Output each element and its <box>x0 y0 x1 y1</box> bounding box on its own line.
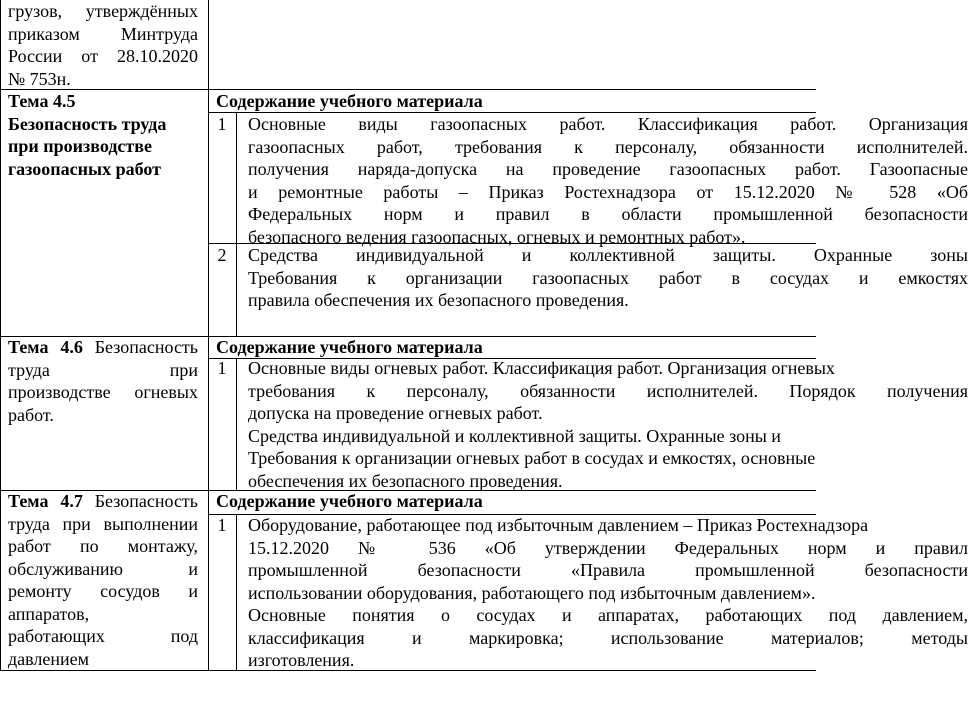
topic-line: работ по монтажу, <box>8 536 198 556</box>
topic-line: работающих под <box>8 626 198 646</box>
topic-line: труда при выполнении <box>8 513 198 534</box>
item-line: обеспечения их безопасного проведения. <box>248 470 563 491</box>
topic-line: давлением <box>8 648 90 669</box>
item-number: 1 <box>217 358 227 378</box>
item-line: правила обеспечения их безопасного проведения. <box>248 290 629 310</box>
number-column-divider-1 <box>236 112 237 336</box>
topic-line: производстве огневых <box>8 382 198 402</box>
topic-line: Тема 4.5 <box>8 91 76 111</box>
item-number: 1 <box>217 114 227 134</box>
topic-line <box>8 490 198 513</box>
topic-line: труда при <box>8 359 198 380</box>
item-line: безопасного ведения газоопасных, огневых и ремонтных работ». <box>248 226 746 247</box>
topic-line <box>8 336 198 359</box>
topic-number: Тема 4.6 <box>8 337 83 357</box>
item-line: 15.12.2020 № 536 «Об утверждении Федеральных норм и правил <box>248 537 968 558</box>
topic-line: при производстве <box>8 136 152 156</box>
item-line: классификация и маркировка; использование материалов; методы <box>248 627 968 648</box>
top-fragment-line: № 753н. <box>8 68 71 89</box>
number-column-divider-2 <box>236 358 237 490</box>
item-line: газоопасных работ, требования к персоналу, обязанности исполнителей. <box>248 136 968 157</box>
item-line: допуска на проведение огневых работ. <box>248 403 543 423</box>
item-text <box>248 244 968 312</box>
item-line: Средства индивидуальной и коллективной защиты. Охранные зоны и <box>248 425 781 446</box>
topic-line: аппаратов, <box>8 603 90 624</box>
item-line: Требования к организации огневых работ в сосудах и емкостях, основные <box>248 448 816 468</box>
item-text <box>248 357 968 492</box>
topic-number: Тема 4.7 <box>8 491 83 511</box>
item-line: Федеральных норм и правил в области промышленной безопасности <box>248 204 968 224</box>
item-line: промышленной безопасности «Правила промышленной безопасности <box>248 560 968 580</box>
topic-4-5 <box>8 90 198 180</box>
topic-line: Безопасность труда <box>8 113 167 134</box>
topic-4-6 <box>8 336 198 426</box>
topic-line: обслуживанию и <box>8 558 198 579</box>
topic-4-7 <box>8 490 198 670</box>
content-header: Содержание учебного материала <box>216 337 483 357</box>
item-text <box>248 514 968 672</box>
item-line: Основные понятия о сосудах и аппаратах, работающих под давлением, <box>248 605 968 625</box>
item-line: изготовления. <box>248 650 355 670</box>
item-line: требования к персоналу, обязанности исполнителей. Порядок получения <box>248 380 968 401</box>
item-text <box>248 113 968 248</box>
content-header: Содержание учебного материала <box>216 491 483 511</box>
item-line: Средства индивидуальной и коллективной защиты. Охранные зоны <box>248 245 968 265</box>
topic-title-part: Безопасность <box>82 491 199 511</box>
top-fragment-line: приказом Минтруда <box>8 23 198 44</box>
item-line: Требования к организации газоопасных работ в сосудах и емкостях <box>248 267 968 288</box>
item-number: 1 <box>217 515 227 535</box>
topic-line: работ. <box>8 404 54 425</box>
item-line: Основные виды газоопасных работ. Классификация работ. Организация <box>248 114 968 134</box>
top-fragment-text <box>8 0 198 90</box>
item-line: Основные виды огневых работ. Классификация работ. Организация огневых <box>248 358 835 378</box>
item-line: и ремонтные работы – Приказ Ростехнадзора от 15.12.2020 № 528 «Об <box>248 181 968 202</box>
item-number: 2 <box>217 245 227 265</box>
top-fragment-line: России от 28.10.2020 <box>8 46 198 66</box>
topic-title-part: Безопасность <box>82 337 199 357</box>
content-header: Содержание учебного материала <box>216 91 483 111</box>
topic-line: ремонту сосудов и <box>8 581 198 601</box>
item-line: получения наряда-допуска на проведение газоопасных работ. Газоопасные <box>248 159 968 179</box>
top-fragment-line: грузов, утверждённых <box>8 1 198 21</box>
item-line: использовании оборудования, работающего под избыточным давлением». <box>248 582 816 603</box>
topic-line: газоопасных работ <box>8 158 161 179</box>
item-line: Оборудование, работающее под избыточным давлением – Приказ Ростехнадзора <box>248 515 869 535</box>
number-column-divider-3 <box>236 514 237 671</box>
